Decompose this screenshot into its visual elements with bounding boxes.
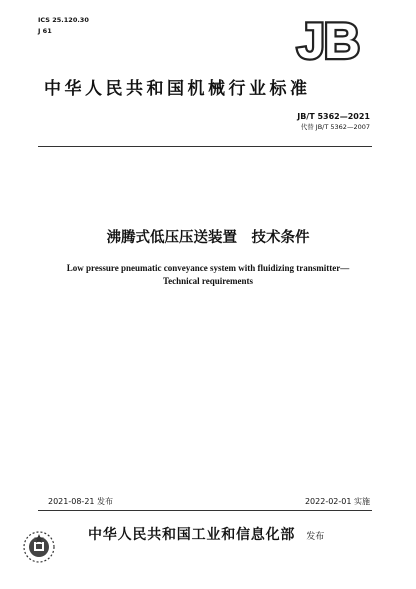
publisher-name: 中华人民共和国工业和信息化部 [88, 527, 296, 543]
issue-date: 2021-08-21 发布 [48, 497, 114, 506]
header-divider [38, 146, 372, 147]
implementation-date: 2022-02-01 实施 [304, 497, 370, 506]
jb-logo [286, 18, 370, 64]
ics-code: ICS 25.120.30 [38, 16, 89, 24]
ministry-emblem-icon [20, 528, 58, 566]
svg-text:JB: JB [297, 18, 359, 64]
title-english-line-1: Low pressure pneumatic conveyance system with fluidizing transmitter— [66, 263, 350, 273]
title-english-line-2: Technical requirements [162, 276, 254, 286]
publisher-verb: 发布 [306, 532, 325, 542]
ccs-code: J 61 [38, 27, 52, 35]
replaces-standard: 代替 JB/T 5362—2007 [300, 123, 370, 131]
publisher-line [88, 525, 388, 546]
footer-divider [38, 510, 372, 511]
title-english [40, 262, 376, 288]
title-chinese: 沸腾式低压压送装置 技术条件 [106, 230, 310, 246]
standard-number: JB/T 5362—2021 [297, 112, 370, 121]
standard-type-heading: 中华人民共和国机械行业标准 [44, 79, 311, 99]
